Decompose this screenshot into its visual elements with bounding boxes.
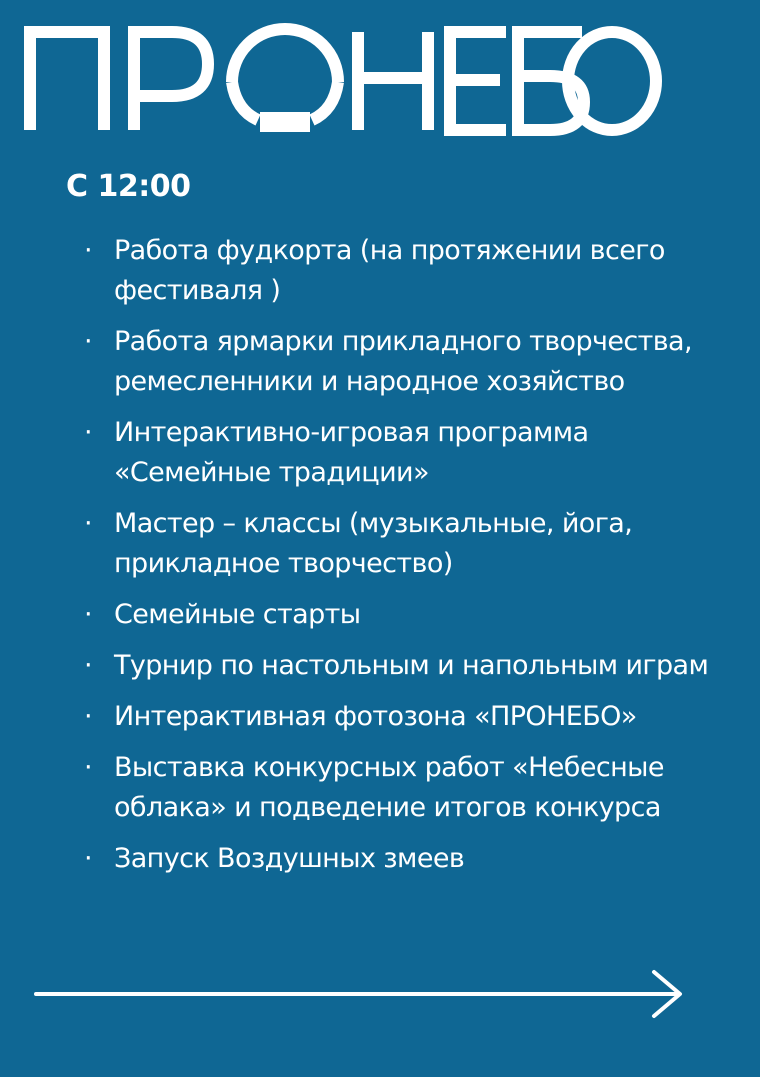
bullet-icon: · (84, 843, 92, 874)
list-item (82, 322, 742, 402)
logo-o-symbol (232, 29, 338, 132)
list-item (82, 504, 742, 584)
start-time: С 12:00 (66, 169, 191, 204)
list-item (82, 231, 742, 311)
event-list (82, 231, 742, 890)
bullet-icon: · (84, 508, 92, 539)
bullet-icon: · (84, 417, 92, 448)
event-text: Работа ярмарки прикладного творчества, ремесленники и народное хозяйство (114, 326, 692, 397)
bullet-icon: · (84, 599, 92, 630)
event-text: Запуск Воздушных змеев (114, 843, 465, 874)
event-text: Интерактивно-игровая программа «Семейные традиции» (114, 417, 589, 488)
list-item (82, 413, 742, 493)
arrow-right-icon[interactable] (32, 966, 688, 1026)
bullet-icon: · (84, 752, 92, 783)
event-text: Мастер – классы (музыкальные, йога, прикладное творчество) (114, 508, 633, 579)
list-item (82, 839, 742, 879)
list-item (82, 697, 742, 737)
event-text: Работа фудкорта (на протяжении всего фестиваля ) (114, 235, 665, 306)
event-text: Турнир по настольным и напольным играм (114, 650, 709, 681)
pronebo-logo (22, 18, 662, 136)
list-item (82, 748, 742, 828)
bullet-icon: · (84, 650, 92, 681)
bullet-icon: · (84, 235, 92, 266)
list-item (82, 595, 742, 635)
bullet-icon: · (84, 326, 92, 357)
bullet-icon: · (84, 701, 92, 732)
event-text: Выставка конкурсных работ «Небесные облака» и подведение итогов конкурса (114, 752, 664, 823)
event-text: Интерактивная фотозона «ПРОНЕБО» (114, 701, 637, 732)
list-item (82, 646, 742, 686)
event-text: Семейные старты (114, 599, 361, 630)
